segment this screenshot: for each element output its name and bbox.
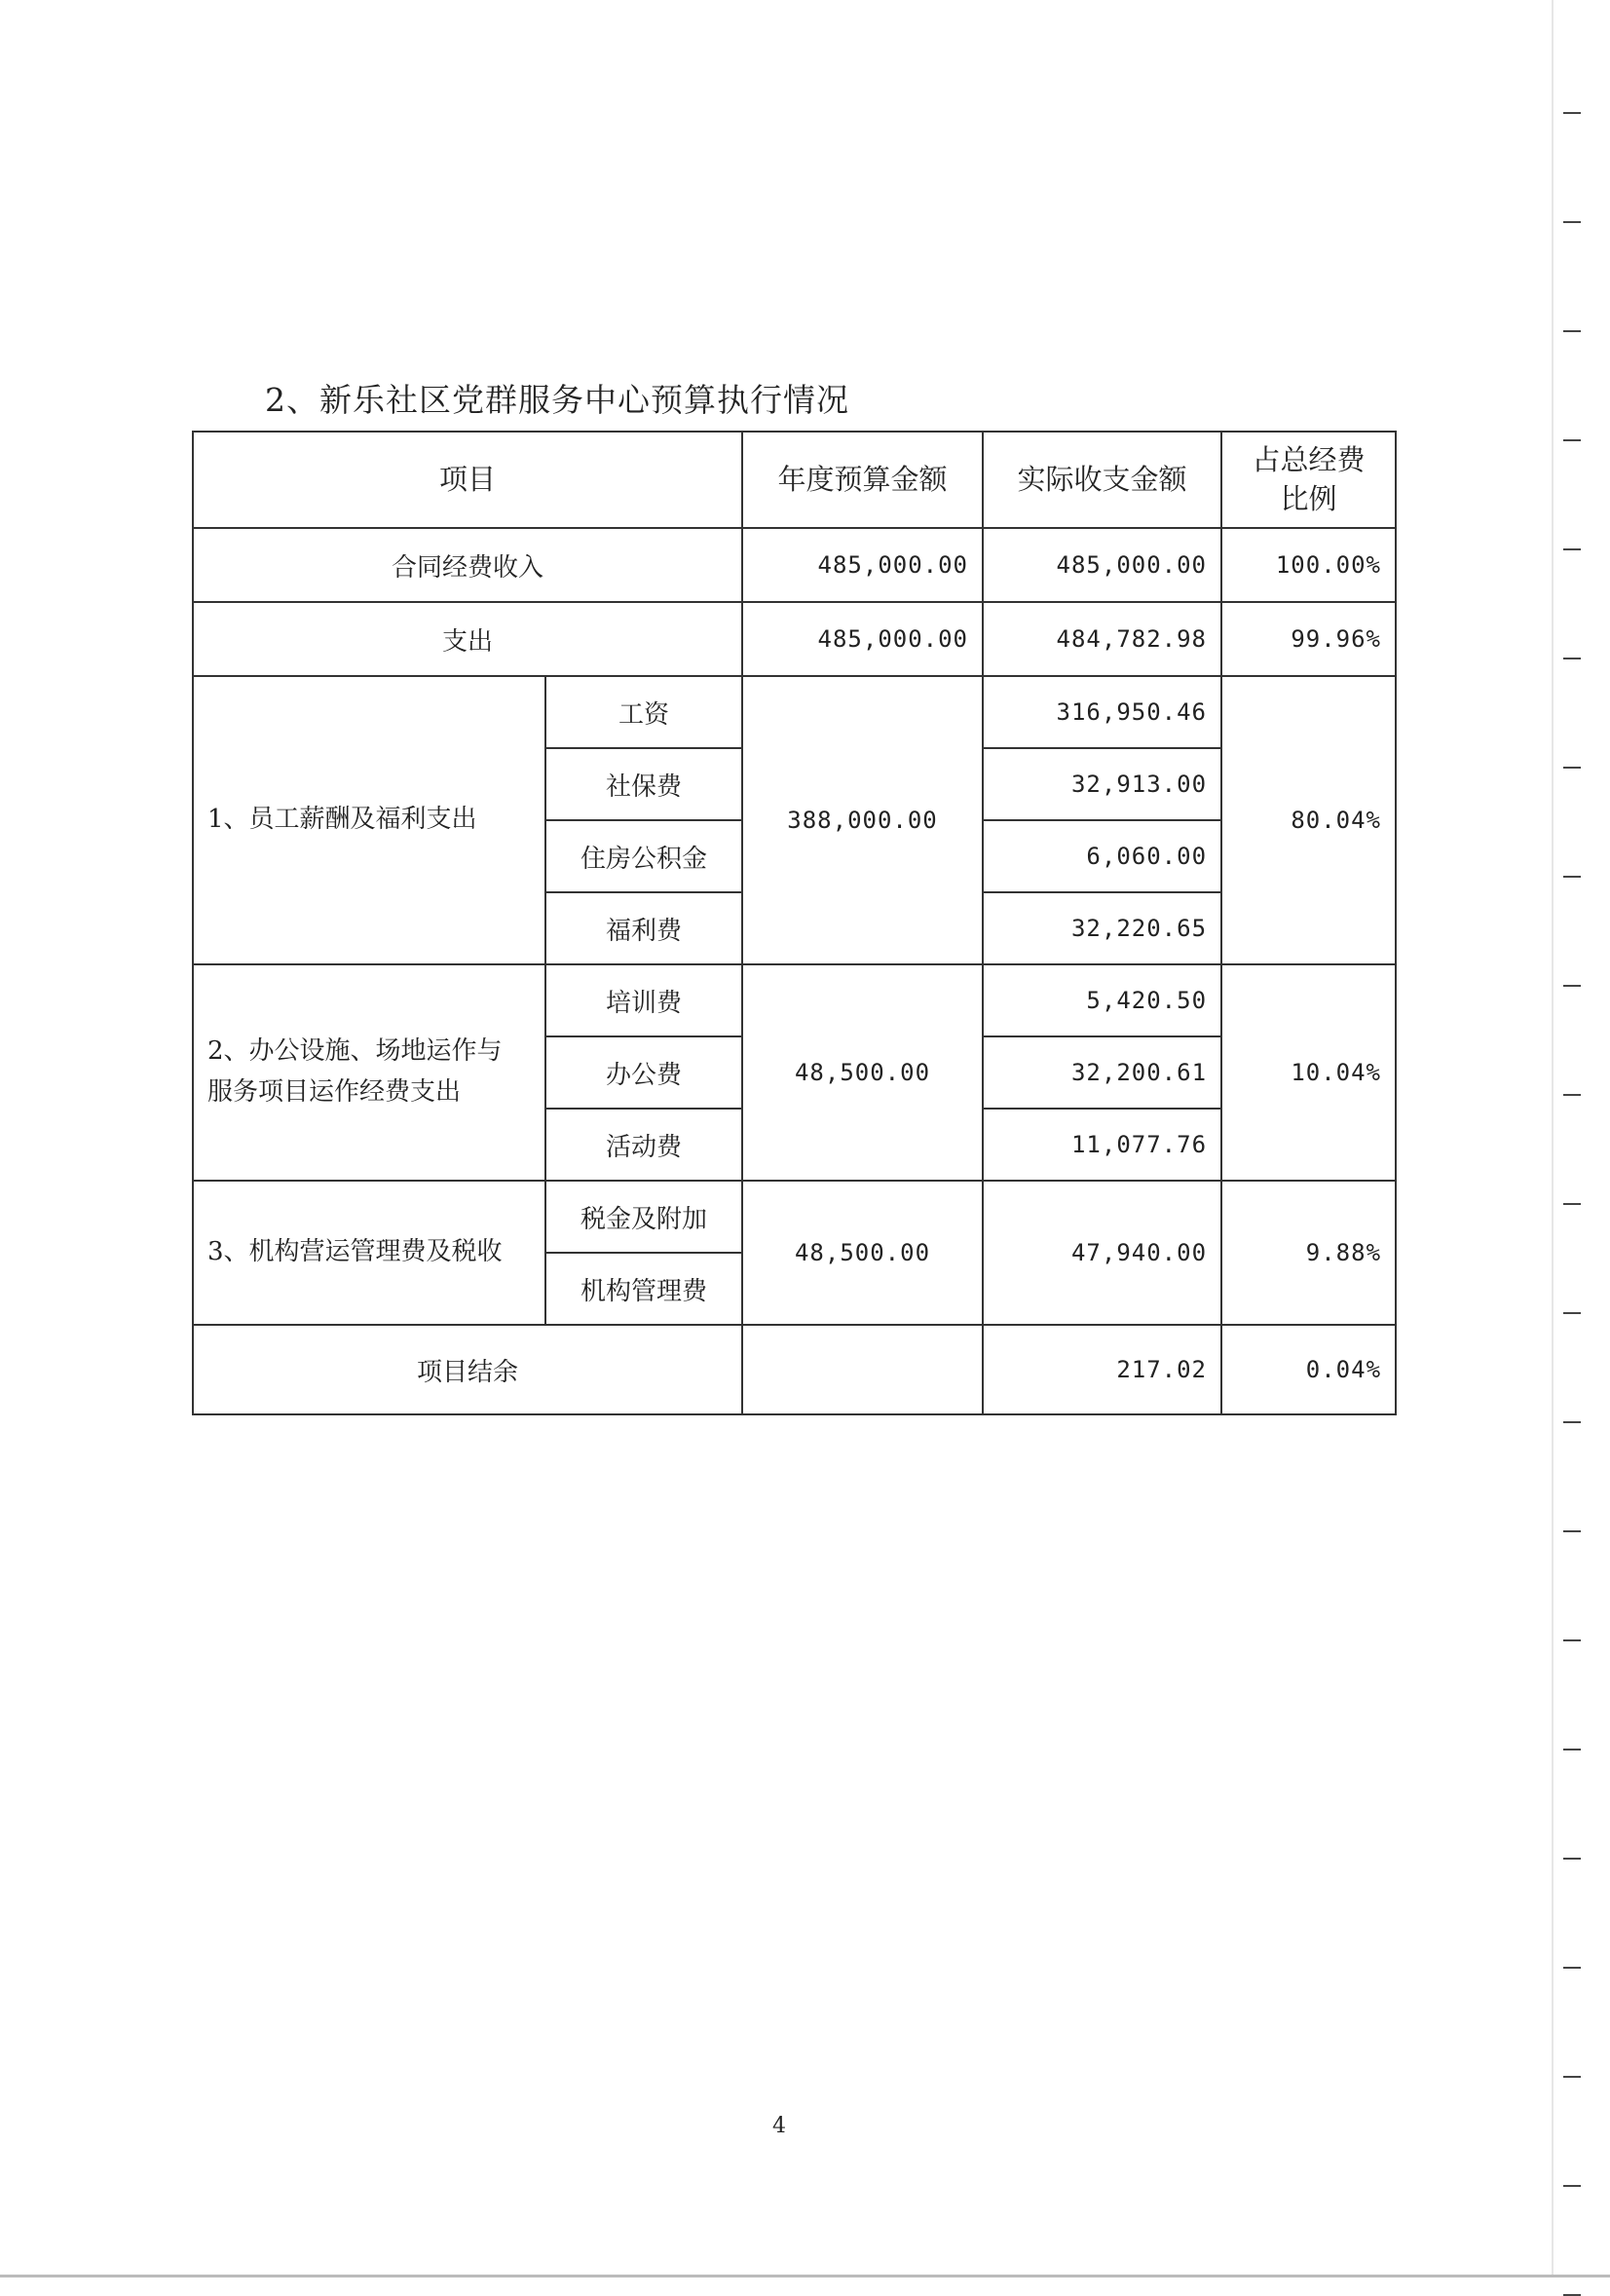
group2-ratio: 10.04% [1221, 964, 1396, 1181]
table-row [193, 676, 1396, 748]
margin-tick-mark [1563, 112, 1581, 114]
table-row [193, 1181, 1396, 1253]
margin-tick-mark [1563, 1094, 1581, 1096]
group3-label: 3、机构营运管理费及税收 [193, 1181, 545, 1325]
group3-ratio: 9.88% [1221, 1181, 1396, 1325]
header-ratio-line2: 比例 [1280, 481, 1337, 515]
margin-tick-mark [1563, 658, 1581, 659]
balance-budget [742, 1325, 983, 1414]
group3-item-name: 税金及附加 [545, 1181, 742, 1253]
header-ratio-line1: 占总经费 [1252, 443, 1366, 477]
margin-tick-mark [1563, 767, 1581, 769]
expense-row [193, 602, 1396, 676]
group2-item-name: 办公费 [545, 1036, 742, 1109]
margin-tick-mark [1563, 1530, 1581, 1532]
margin-tick-mark [1563, 2185, 1581, 2187]
group2-item-name: 培训费 [545, 964, 742, 1036]
group2-item-name: 活动费 [545, 1109, 742, 1181]
margin-tick-mark [1563, 548, 1581, 550]
margin-tick-mark [1563, 221, 1581, 223]
balance-actual: 217.02 [983, 1325, 1221, 1414]
margin-tick-mark [1563, 1639, 1581, 1641]
margin-tick-mark [1563, 985, 1581, 987]
margin-tick-mark [1563, 1749, 1581, 1750]
income-ratio: 100.00% [1221, 528, 1396, 602]
margin-tick-mark [1563, 1967, 1581, 1969]
group2-item-actual: 11,077.76 [983, 1109, 1221, 1181]
group3-item-name: 机构管理费 [545, 1253, 742, 1325]
page-title: 2、新乐社区党群服务中心预算执行情况 [265, 381, 849, 419]
expense-label: 支出 [193, 602, 742, 676]
group3-actual: 47,940.00 [983, 1181, 1221, 1325]
group1-item-name: 福利费 [545, 892, 742, 964]
group1-item-actual: 32,220.65 [983, 892, 1221, 964]
group1-label: 1、员工薪酬及福利支出 [193, 676, 545, 964]
expense-budget: 485,000.00 [742, 602, 983, 676]
expense-actual: 484,782.98 [983, 602, 1221, 676]
margin-tick-mark [1563, 1312, 1581, 1314]
margin-tick-mark [1563, 439, 1581, 441]
header-actual: 实际收支金额 [983, 432, 1221, 528]
binding-edge-line [1552, 0, 1554, 2277]
page-number: 4 [772, 2114, 786, 2138]
group1-budget: 388,000.00 [742, 676, 983, 964]
margin-tick-mark [1563, 330, 1581, 332]
group2-label [193, 964, 545, 1181]
balance-label: 项目结余 [193, 1325, 742, 1414]
group1-item-actual: 6,060.00 [983, 820, 1221, 892]
margin-tick-mark [1563, 876, 1581, 878]
binding-margin-marks [1532, 0, 1610, 2277]
balance-row [193, 1325, 1396, 1414]
margin-tick-mark [1563, 1203, 1581, 1205]
income-row [193, 528, 1396, 602]
income-actual: 485,000.00 [983, 528, 1221, 602]
header-item: 项目 [193, 432, 742, 528]
expense-ratio: 99.96% [1221, 602, 1396, 676]
header-budget: 年度预算金额 [742, 432, 983, 528]
margin-tick-mark [1563, 1858, 1581, 1860]
group3-budget: 48,500.00 [742, 1181, 983, 1325]
group2-label-line1: 2、办公设施、场地运作与 [207, 1036, 503, 1067]
group1-item-name: 住房公积金 [545, 820, 742, 892]
group2-budget: 48,500.00 [742, 964, 983, 1181]
budget-execution-table [192, 431, 1397, 1415]
group1-item-actual: 316,950.46 [983, 676, 1221, 748]
group1-item-name: 工资 [545, 676, 742, 748]
group2-item-actual: 5,420.50 [983, 964, 1221, 1036]
group2-label-line2: 服务项目运作经费支出 [207, 1077, 462, 1107]
income-budget: 485,000.00 [742, 528, 983, 602]
group2-item-actual: 32,200.61 [983, 1036, 1221, 1109]
group1-ratio: 80.04% [1221, 676, 1396, 964]
margin-tick-mark [1563, 2076, 1581, 2078]
table-row [193, 964, 1396, 1036]
income-label: 合同经费收入 [193, 528, 742, 602]
balance-ratio: 0.04% [1221, 1325, 1396, 1414]
header-row [193, 432, 1396, 528]
group1-item-name: 社保费 [545, 748, 742, 820]
margin-tick-mark [1563, 1421, 1581, 1423]
header-ratio [1221, 432, 1396, 528]
group1-item-actual: 32,913.00 [983, 748, 1221, 820]
